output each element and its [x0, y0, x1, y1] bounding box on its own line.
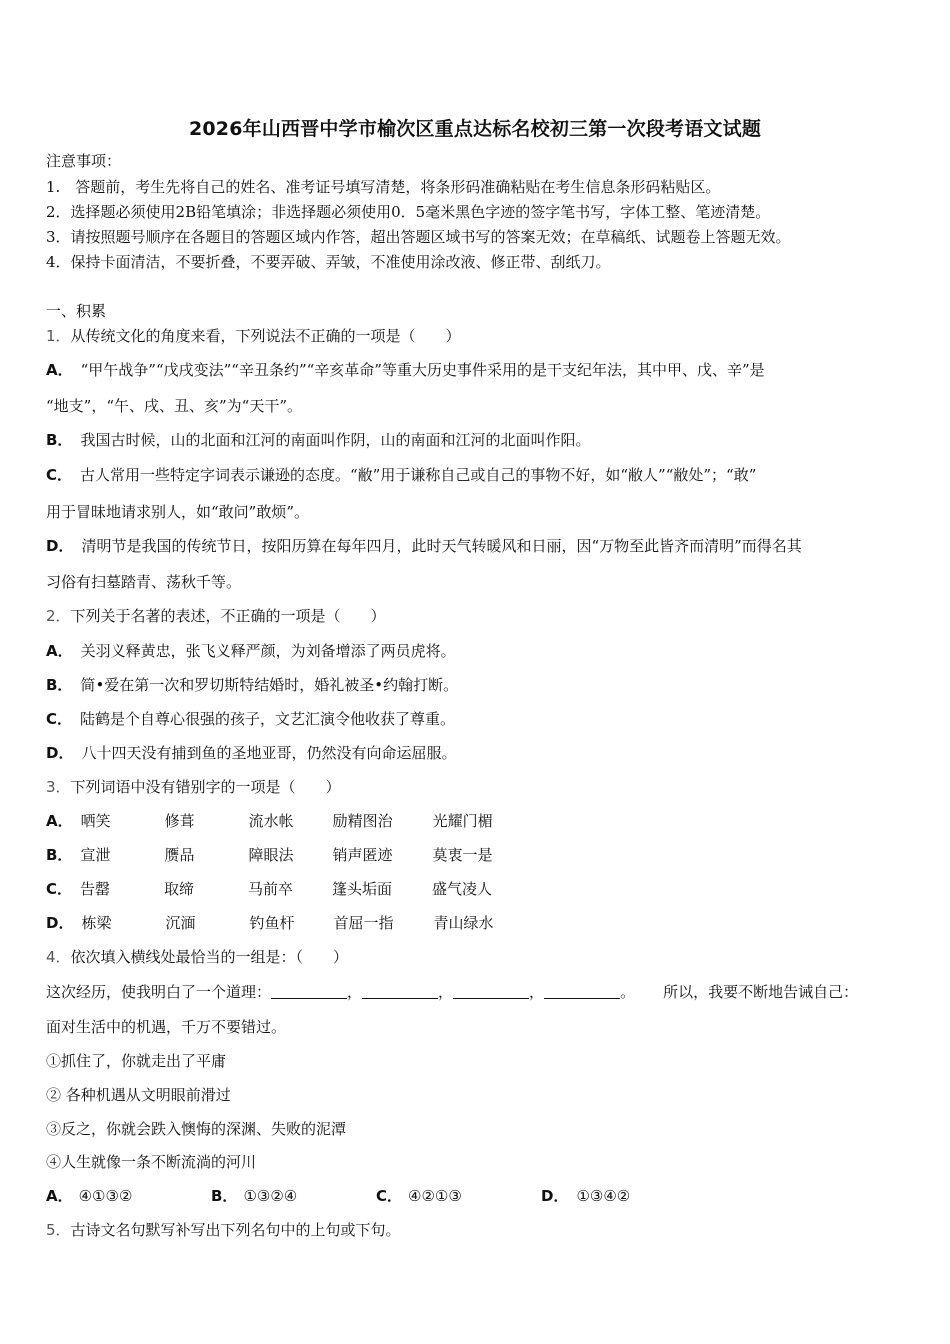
option-c	[46, 879, 492, 899]
option-text: “甲午战争”“戊戌变法”“辛丑条约”“辛亥革命”等重大历史事件采用的是干支纪年法，其中甲、戊、辛”是	[80, 361, 765, 379]
question-5	[46, 1220, 401, 1240]
word: 取缔	[164, 880, 195, 898]
notice-item-3: 3．请按照题号顺序在各题目的答题区域内作答，超出答题区域书写的答案无效；在草稿纸、试题卷上答题无效。	[46, 228, 791, 246]
question-number: 4．	[46, 948, 71, 966]
question-number: 5．	[46, 1221, 71, 1239]
option-c	[46, 709, 455, 729]
question-number: 2．	[46, 607, 71, 625]
option-b	[46, 430, 590, 450]
option-label: C．	[46, 880, 73, 898]
option-label: A．	[46, 361, 73, 379]
option-label: B．	[46, 846, 73, 864]
option-b	[46, 675, 458, 695]
word: 钓鱼杆	[249, 914, 295, 932]
option-c	[376, 1186, 541, 1206]
question-4	[46, 947, 348, 967]
question-3	[46, 777, 341, 797]
option-label: B．	[46, 676, 73, 694]
question-number: 3．	[46, 778, 71, 796]
word: 篷头垢面	[332, 880, 393, 898]
word: 修葺	[164, 812, 195, 830]
word: 励精图治	[332, 812, 393, 830]
passage-line-2: 面对生活中的机遇，千万不要错过。	[46, 1018, 287, 1036]
blank-4	[544, 984, 620, 999]
notice-item-4: 4．保持卡面清洁，不要折叠，不要弄破、弄皱，不准使用涂改液、修正带、刮纸刀。	[46, 253, 611, 271]
option-d	[541, 1187, 630, 1205]
option-text: 简•爱在第一次和罗切斯特结婚时，婚礼被圣•约翰打断。	[80, 676, 459, 694]
option-text: 清明节是我国的传统节日，按阳历算在每年四月，此时天气转暖风和日丽，因“万物至此皆齐而清明”而得名其	[81, 537, 802, 555]
page-title: 2026年山西晋中学市榆次区重点达标名校初三第一次段考语文试题	[188, 118, 762, 140]
question-stem: 下列关于名著的表述，不正确的一项是（ ）	[70, 607, 386, 625]
sentence-3: ③反之，你就会跌入懊悔的深渊、失败的泥潭	[46, 1120, 347, 1138]
passage-text: 所以，我要不断地告诫自己：	[663, 983, 859, 1001]
blank-1	[271, 984, 347, 999]
option-label: B．	[46, 431, 73, 449]
question-2	[46, 606, 386, 626]
option-text: 八十四天没有捕到鱼的圣地亚哥，仍然没有向命运屈服。	[81, 744, 457, 762]
question-stem: 从传统文化的角度来看，下列说法不正确的一项是（ ）	[70, 327, 461, 345]
word: 流水帐	[248, 812, 294, 830]
blank-2	[362, 984, 438, 999]
blank-3	[453, 984, 529, 999]
word: 青山绿水	[433, 914, 494, 932]
option-label: A．	[46, 812, 73, 830]
option-label: D．	[46, 537, 74, 555]
word: 销声匿迹	[332, 846, 393, 864]
question-stem: 下列词语中没有错别字的一项是（ ）	[70, 778, 341, 796]
option-label: D．	[541, 1187, 569, 1205]
option-d	[46, 913, 493, 933]
notice-heading: 注意事项：	[46, 152, 122, 170]
option-label: A．	[46, 642, 73, 660]
passage-line-1: 这次经历，使我明白了一个道理： ， ， ， 。 所以，我要不断地告诫自己：	[46, 983, 859, 1001]
word: 栋梁	[81, 914, 112, 932]
passage-text: 这次经历，使我明白了一个道理：	[46, 983, 272, 1001]
option-label: A．	[46, 1187, 73, 1205]
notice-item-2: 2．选择题必须使用2B铅笔填涂；非选择题必须使用0．5毫米黑色字迹的签字笔书写，字体工整、笔迹清楚。	[46, 203, 771, 221]
option-a	[46, 1186, 211, 1206]
option-label: D．	[46, 914, 74, 932]
option-text: 陆鹤是个自尊心很强的孩子，文艺汇演令他收获了尊重。	[80, 710, 456, 728]
sentence-4: ④人生就像一条不断流淌的河川	[46, 1153, 257, 1171]
word: 告罄	[80, 880, 111, 898]
notice-item-1: 1. 答题前，考生先将自己的姓名、准考证号填写清楚，将条形码准确粘贴在考生信息条形码粘贴区。	[46, 178, 721, 196]
sentence-2: ② 各种机遇从文明眼前滑过	[46, 1086, 231, 1104]
answer-options	[46, 1186, 630, 1206]
sentence-1: ①抓住了，你就走出了平庸	[46, 1052, 227, 1070]
section-heading: 一、积累	[46, 302, 107, 320]
word: 哂笑	[80, 812, 111, 830]
word: 莫衷一是	[432, 846, 493, 864]
option-d	[46, 743, 456, 763]
option-a	[46, 641, 456, 661]
option-a	[46, 811, 493, 831]
option-label: D．	[46, 744, 74, 762]
word: 盛气凌人	[432, 880, 493, 898]
option-a-cont: “地支”，“午、戌、丑、亥”为“天干”。	[46, 397, 303, 415]
word: 赝品	[164, 846, 195, 864]
word: 光耀门楣	[432, 812, 493, 830]
question-stem: 古诗文名句默写补写出下列名句中的上句或下句。	[70, 1221, 401, 1239]
option-label: C．	[46, 466, 73, 484]
option-c-cont: 用于冒昧地请求别人，如“敢问”敢烦”。	[46, 503, 310, 521]
option-c	[46, 465, 756, 485]
word: 障眼法	[248, 846, 294, 864]
option-b	[46, 845, 492, 865]
option-text: 古人常用一些特定字词表示谦逊的态度。“敝”用于谦称自己或自己的事物不好，如“敝人”“敝处”；“敢”	[80, 466, 757, 484]
option-b	[211, 1186, 376, 1206]
question-number: 1．	[46, 327, 71, 345]
option-text: 关羽义释黄忠，张飞义释严颜，为刘备增添了两员虎将。	[80, 642, 456, 660]
option-a	[46, 360, 765, 380]
option-text: ④①③②	[78, 1187, 133, 1205]
word: 沉湎	[165, 914, 196, 932]
option-label: C．	[46, 710, 73, 728]
word: 首屈一指	[333, 914, 394, 932]
option-label: B．	[211, 1187, 238, 1205]
option-text: ①③④②	[576, 1187, 631, 1205]
option-text: ④②①③	[408, 1187, 462, 1205]
option-d-cont: 习俗有扫墓踏青、荡秋千等。	[46, 573, 242, 591]
question-stem: 依次填入横线处最恰当的一组是：（ ）	[70, 948, 349, 966]
word: 马前卒	[248, 880, 294, 898]
option-text: 我国古时候，山的北面和江河的南面叫作阴，山的南面和江河的北面叫作阳。	[80, 431, 591, 449]
option-label: C．	[376, 1187, 403, 1205]
option-text: ①③②④	[243, 1187, 298, 1205]
option-d	[46, 536, 802, 556]
question-1	[46, 326, 461, 346]
word: 宣泄	[80, 846, 111, 864]
